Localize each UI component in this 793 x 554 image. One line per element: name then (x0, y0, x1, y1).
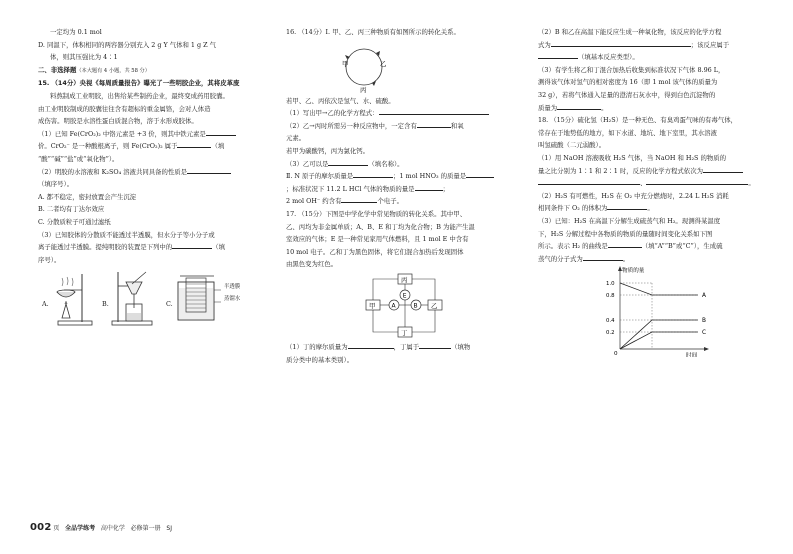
origin-label: 0 (614, 351, 618, 358)
subject-label: 高中化学 (100, 525, 125, 532)
text-line: D. 同温下，体积相同的两容器分别充入 2 g Y 气体和 1 g Z 气 (38, 40, 216, 49)
curve-c-label: C (702, 330, 707, 337)
question-16-line (286, 183, 518, 196)
text-fragment: 所示。表示 H₂ 的曲线是 (538, 242, 608, 251)
answer-blank[interactable] (608, 241, 642, 248)
text-fragment: ；该反应属于 (690, 40, 730, 49)
section-title: 二、非选择题 (38, 65, 77, 74)
question-15-line (38, 166, 274, 179)
label-bing: 丙 (401, 275, 408, 284)
edition-label: SJ (166, 525, 172, 532)
text-fragment: 。 (748, 179, 755, 188)
question-17-line (538, 39, 768, 52)
conversion-network-diagram (286, 271, 518, 341)
question-18-stem: 18. （15分）硫化氢（H₂S）是一种无色、有臭鸡蛋气味的有毒气体， (538, 116, 737, 125)
question-18-line (538, 202, 768, 215)
section-heading (38, 64, 274, 78)
column-middle (286, 26, 518, 366)
answer-blank[interactable] (583, 254, 623, 261)
answer-blank[interactable] (551, 40, 691, 47)
text-fragment: （填名称）。 (368, 159, 404, 168)
column-left (38, 26, 274, 328)
node-yi: 乙 (380, 59, 387, 68)
book-title: 全品学练考 (65, 525, 96, 532)
question-15-line: 成伤害。明胶是水溶性蛋白质混合物，溶于水形成胶体。 (38, 117, 198, 126)
question-17-line: 室效应的气体；E 是一种常见家用气体燃料，且 1 mol E 中含有 (286, 235, 469, 244)
page-footer (30, 522, 172, 533)
text-fragment: 、 (640, 179, 647, 188)
text-fragment: （填 (211, 142, 225, 151)
y-tick-label: 0.8 (606, 293, 615, 300)
text-fragment: 。 (647, 204, 654, 213)
answer-blank[interactable] (172, 242, 212, 249)
node-bing: 丙 (360, 85, 367, 94)
graph-svg (538, 265, 768, 357)
question-15-line (38, 77, 274, 90)
apparatus-figures (38, 268, 274, 328)
text-fragment: 质量为 (538, 103, 558, 112)
text-fragment: 。 (622, 254, 630, 263)
label-e: E (402, 292, 407, 300)
question-17-line: 10 mol 电子。乙和丁为黑色固体，将它们混合加热后发现固体 (286, 247, 464, 256)
option-b: B. 二者均有丁达尔效应 (38, 205, 105, 214)
y-tick-label: 0.4 (606, 318, 615, 325)
cycle-diagram-svg (286, 39, 518, 95)
question-18-line (538, 165, 768, 178)
apparatus-b-label: B. (102, 300, 109, 309)
label-a: A (391, 302, 396, 310)
question-15-line (38, 128, 274, 141)
answer-blank[interactable] (328, 159, 368, 166)
label-b: B (413, 302, 418, 310)
answer-blank[interactable] (557, 103, 601, 110)
question-15-line: 序号）。 (38, 255, 61, 264)
option-c: C. 分散质粒子可通过滤纸 (38, 217, 111, 226)
answer-blank[interactable] (538, 52, 578, 59)
y-axis-label: 物质的量 (622, 268, 645, 275)
question-17-line: （3）有学生将乙和丁混合加热后收集到标准状况下气体 8.96 L， (538, 65, 725, 74)
text-fragment: 相同条件下 O₂ 的体积为 (538, 204, 608, 213)
cycle-diagram (286, 39, 518, 95)
volume-label: 必修第一册 (130, 525, 161, 532)
text-fragment: ； (442, 184, 449, 193)
answer-blank[interactable] (415, 184, 443, 191)
text-fragment: 个电子。 (377, 197, 404, 206)
question-18-line: 常存在于地势低的地方，如下水道、地坑、地下室里，其水溶液 (538, 128, 717, 137)
column-right (538, 26, 768, 357)
text-fragment: 蒸气的分子式为 (538, 254, 583, 263)
text-fragment: （填 (212, 243, 225, 252)
question-15-line (38, 241, 274, 254)
text-fragment: ；标准状况下 11.2 L HCl 气体的物质的量是 (286, 184, 415, 193)
question-17-line: （2）B 和乙在高温下能反应生成一种氧化物，该反应的化学方程 (538, 28, 722, 36)
question-17-line: 质分类中的基本类别）。 (286, 355, 354, 364)
answer-blank[interactable] (417, 121, 451, 128)
text-fragment: （1）丁的摩尔质量为 (286, 342, 348, 351)
text-fragment: 和氧 (450, 121, 464, 130)
apparatus-c-label: C. (166, 300, 173, 309)
text-fragment: （填“A”“B”或“C”），生成硫 (641, 242, 723, 251)
answer-blank[interactable] (538, 178, 640, 185)
text-fragment: 。 (601, 103, 608, 112)
h2s-decomposition-graph (538, 265, 768, 357)
text-fragment: 量之比分别为 1∶1 和 2∶1 时，反应的化学方程式依次为 (538, 166, 703, 175)
text-fragment: 价。CrO₂⁻ 是一种酸根离子，则 Fe(CrO₂)₂ 属于 (38, 142, 178, 151)
question-15-line: （填序号）。 (38, 180, 74, 189)
y-tick-label: 0.2 (606, 330, 615, 337)
question-16-line (286, 195, 518, 208)
question-17-line: 测得该气体对氢气的相对密度为 16（即 1 mol 该气体的质量为 (538, 78, 718, 87)
apparatus-a-label: A. (42, 300, 49, 309)
label-yi: 乙 (431, 301, 438, 310)
text-fragment: （2）乙→丙时所需另一种反应物中，一定含有 (286, 121, 417, 130)
arrow-head-icon (345, 55, 350, 59)
arrow-head-icon (704, 347, 709, 351)
question-18-line: （3）已知：H₂S 在高温下分解生成硫蒸气和 H₂。现测得某温度 (538, 216, 721, 225)
question-18-line: 下，H₂S 分解过程中各物质的物质的量随时间变化关系如下图 (538, 229, 713, 238)
node-jia: 甲 (342, 59, 349, 68)
question-18-line: （1）用 NaOH 溶液吸收 H₂S 气体，当 NaOH 和 H₂S 的物质的 (538, 153, 727, 162)
answer-blank[interactable] (466, 171, 494, 178)
text-fragment: （1）已知 Fe(CrO₂)₂ 中铬元素是 +3 价，则其中铁元素是 (38, 129, 206, 138)
page-number: 002 (30, 522, 52, 533)
evaporation-apparatus-icon (52, 268, 98, 326)
curve-a (620, 283, 698, 295)
question-18-line: 叫氢硫酸（二元弱酸）。 (538, 141, 606, 150)
curve-a-label: A (702, 293, 706, 300)
text-line: 体，则其压强比为 4∶1 (50, 53, 118, 62)
answer-blank[interactable] (341, 196, 377, 203)
text-fragment: （2）明胶的水溶液和 K₂SO₄ 溶液共同具备的性质是 (38, 167, 188, 176)
question-16-line (286, 120, 518, 133)
text-fragment: （3）乙可以是 (286, 159, 329, 168)
conversion-network-svg (286, 271, 518, 341)
answer-blank[interactable] (206, 129, 236, 136)
text-fragment: （填基本反应类型）。 (578, 53, 639, 62)
cycle-ring (346, 49, 382, 85)
question-15-stem: 15. （14分）央视《每周质量报告》曝光了一些明胶企业，其将皮革废 (38, 79, 240, 88)
question-16-line: 若甲为碳酸钙，丙为氯化钙。 (286, 146, 370, 155)
text-fragment: ；1 mol HNO₃ 的质量是 (393, 172, 467, 181)
answer-blank[interactable] (646, 178, 748, 185)
text-fragment: 2 mol OH⁻ 约含有 (286, 197, 342, 206)
page-suffix: 页 (53, 525, 60, 532)
text-fragment: 式为 (538, 40, 551, 49)
y-tick-label: 1.0 (606, 281, 615, 288)
text-fragment: 离子能透过半透膜。提纯明胶的装置是下列中的 (38, 243, 173, 252)
question-16-line (286, 170, 518, 183)
answer-blank[interactable] (703, 166, 743, 173)
answer-blank[interactable] (353, 171, 393, 178)
answer-blank[interactable] (607, 203, 647, 210)
question-15-line: 料熬制成工业明胶，出售给某些制药企业，最终变成药用胶囊。 (50, 91, 229, 100)
x-axis-label: 时间 (686, 353, 698, 358)
answer-blank[interactable] (177, 141, 211, 148)
question-18-line (538, 177, 768, 190)
question-15-line: 由工业明胶制成的胶囊往往含有超标的重金属铬，会对人体造 (38, 104, 211, 113)
text-fragment: （1）写出甲→乙的化学方程式： (286, 109, 379, 118)
question-15-line: “酸”“碱”“盐”或“氧化物”）。 (38, 154, 119, 163)
question-15-line: （3）已知胶体的分散质不能透过半透膜，但水分子等小分子或 (38, 230, 215, 239)
gridlines (620, 283, 698, 349)
text-line: 一定均为 0.1 mol (50, 28, 102, 36)
question-17-line (286, 341, 518, 354)
curve-b (620, 320, 698, 349)
question-16-line (286, 107, 518, 120)
question-17-line (538, 102, 768, 115)
question-16-line (286, 158, 518, 171)
membrane-label: 半透膜 (224, 284, 241, 291)
curve-c (620, 332, 698, 349)
text-fragment: Ⅱ. N 原子的摩尔质量是 (286, 172, 354, 181)
question-15-line (38, 140, 274, 153)
label-ding: 丁 (401, 328, 408, 337)
answer-blank[interactable] (379, 108, 489, 115)
question-18-line (538, 240, 768, 253)
question-17-stem: 17. （15分）下图是中学化学中常见物质的转化关系。其中甲、 (286, 209, 467, 218)
question-17-line: 32 g），若将气体通入足量的澄清石灰水中，得到白色沉淀物的 (538, 90, 716, 99)
distilled-water-label: 蒸馏水 (224, 296, 241, 303)
question-17-line: 乙、丙均为非金属单质；A、B、E 和丁均为化合物；B 为能产生温 (286, 222, 475, 231)
question-16-line: 元素。 (286, 134, 306, 143)
section-note: （本大题有 4 小题，共 58 分） (76, 67, 150, 74)
question-18-line: （2）H₂S 有可燃性，H₂S 在 O₂ 中充分燃烧时，2.24 L H₂S 消耗 (538, 191, 729, 200)
text-fragment: （填物 (451, 342, 471, 351)
option-a: A. 都不稳定，密封放置会产生沉淀 (38, 192, 137, 201)
question-17-line (538, 51, 768, 64)
question-16-stem: 16. （14分）Ⅰ. 甲、乙、丙三种物质有如图所示的转化关系。 (286, 28, 460, 36)
label-jia: 甲 (369, 301, 376, 310)
curve-b-label: B (702, 318, 706, 325)
question-16-line: 若甲、乙、丙依次是氢气、水、硫酸。 (286, 96, 395, 105)
answer-blank[interactable] (419, 342, 451, 349)
question-18-line (538, 253, 768, 266)
dialysis-apparatus-icon (174, 268, 222, 326)
answer-blank[interactable] (348, 342, 394, 349)
answer-blank[interactable] (187, 167, 231, 174)
text-fragment: ，丁属于 (393, 342, 420, 351)
question-17-line: 由黑色变为红色。 (286, 260, 338, 269)
filtration-apparatus-icon (110, 268, 156, 326)
